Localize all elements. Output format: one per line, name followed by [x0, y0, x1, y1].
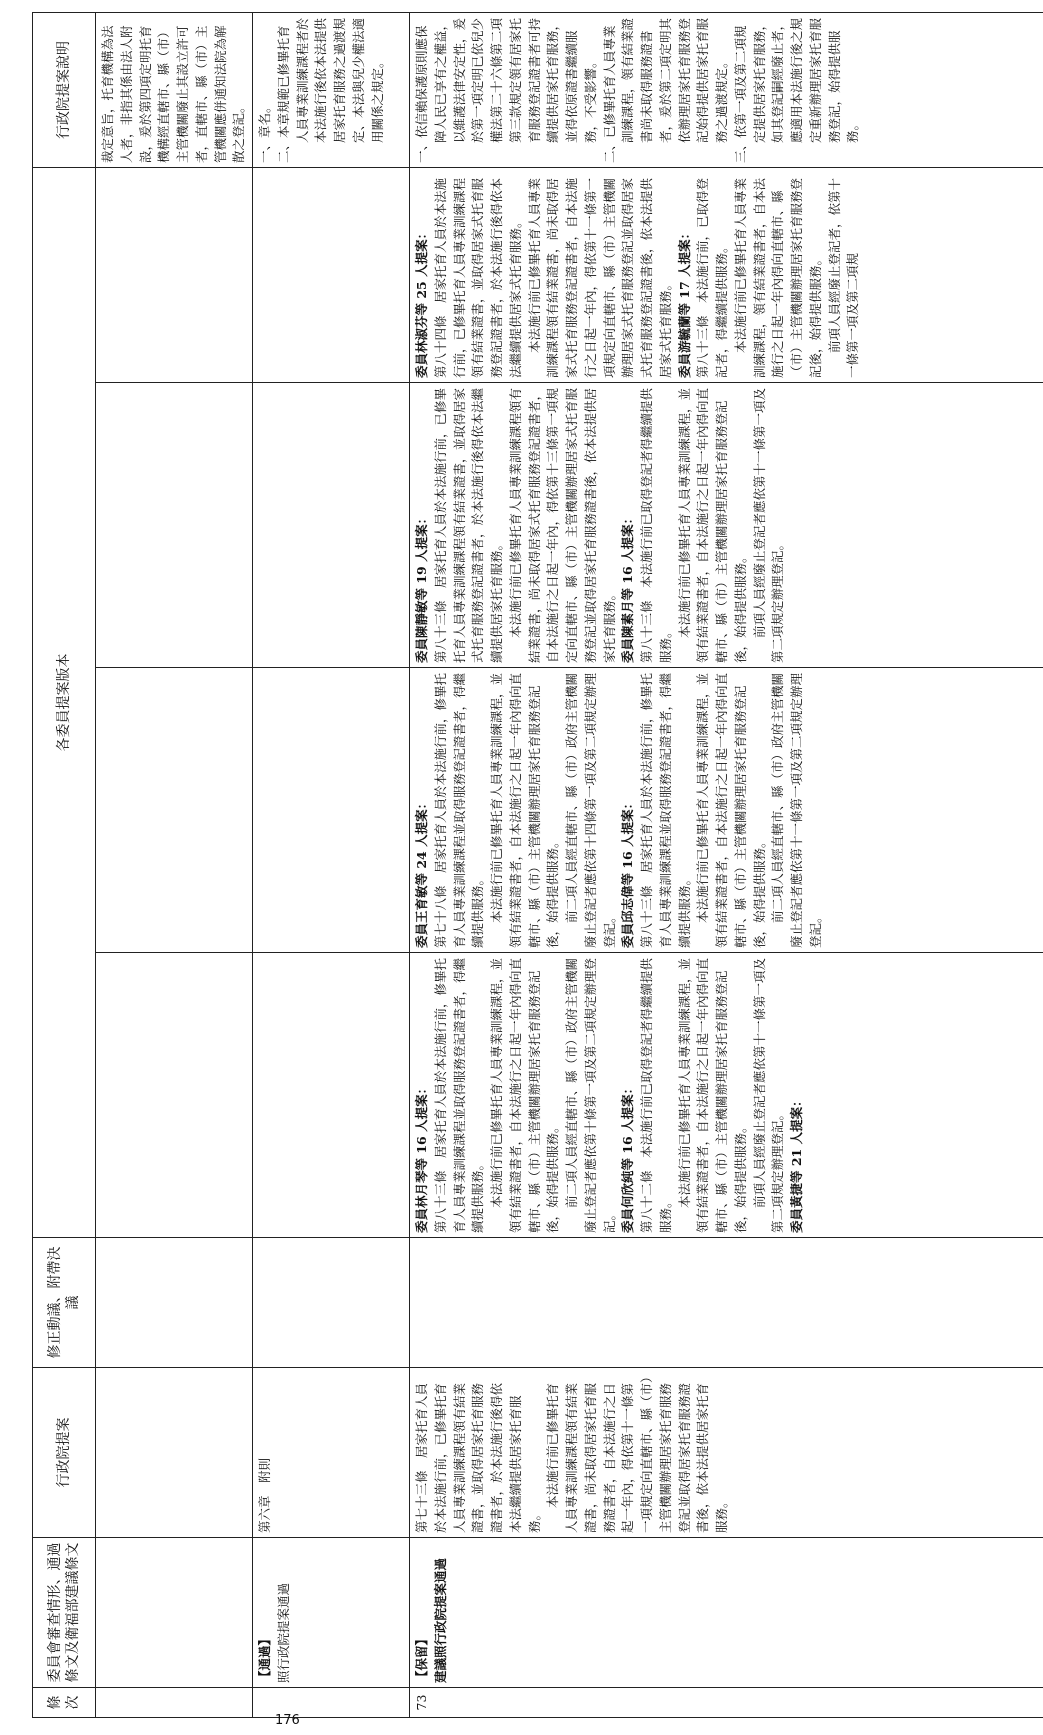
row3-no: 73 — [410, 1688, 1043, 1718]
row3-explain-item: 二、已修畢托育人員專業訓練課程，領有結業證書尚未取得服務證書者，爰於第二項定明其依辦理居家托育服務登記始得提供居家托育服務之過渡規定。 — [601, 17, 729, 163]
member-proposal-line: 本法施行前已修畢托育人員專業訓練課程，領有結業證書者，自本法施行之日起一年內得向直轄市、縣（市）主管機關辦理居家托育服務登記後，始得提供服務。 — [732, 177, 823, 378]
cell-empty — [253, 168, 410, 383]
row3-explain-item: 一、依信賴保護原則應保障人民已享有之權益，以維護法律安定性，爰於第一項定明已依兒少權法第二十六條第二項第三款規定領有居家托育服務登記證書者可持續提供居家托育服務，並得依原證書繼續服務，不受影響。 — [414, 17, 598, 163]
cell-empty — [253, 953, 410, 1238]
member-proposal-line: 前項人員經廢止登記者應依第十一條第一項及第二項規定辦理登記。 — [751, 957, 786, 1233]
member-proposal-line: 第八十三條 本法施行前，已取得登記者，得繼續提供服務。 — [695, 177, 729, 378]
cell-empty — [96, 1368, 253, 1538]
cell-empty — [253, 668, 410, 953]
row2-committee-tag: 【通過】 — [257, 1632, 272, 1683]
member-proposal-line: 第八十三條 居家托育人員於本法施行前，修畢托育人員專業訓練課程並取得服務登記證書者，得繼續提供服務。 — [639, 672, 692, 948]
cell-empty — [253, 1238, 410, 1368]
row3-exec-para: 本法施行前已修畢托育人員專業訓練課程領有結業證書，尚未取得居家托育服務證書者，自本法施行之日起一年內，得依第十一條第一項規定向直轄市、縣（市）主管機關辦理居家托育服務登記並取得居家托育服務證書後，依本法提供居家托育服務。 — [545, 1376, 729, 1533]
rotated-table-wrapper — [32, 13, 1042, 1718]
member-proposal-line: 本法施行前已修畢托育人員專業訓練課程，並領有結業證書者，自本法施行之日起一年內得向直轄市、縣（市）主管機關辦理居家托育服務登記後，始得提供服務。 — [676, 387, 748, 663]
member-proposal-title: 委員林月琴等 16 人提案： — [414, 1081, 429, 1233]
cell-empty — [96, 383, 253, 668]
member-proposal-line: 本法施行前已修畢托育人員專業訓練課程領有結業證書，尚未取得居家式托育服務登記證書者，自本法施行之日起一年內，得依第十三條第一項規定向直轄市、縣（市）主管機關辦理居家式托育服務登記並取得居家托育服務證書後，依本法提供居家托育服務。 — [507, 387, 617, 663]
row2-exec — [253, 1368, 410, 1538]
member-proposal-title: 委員林淑芬等 25 人提案： — [414, 226, 429, 378]
member-proposal-title: 委員陳靜敏等 19 人提案： — [414, 511, 429, 663]
table-row — [96, 13, 253, 1718]
row3-committee-tag: 【保留】 — [414, 1632, 429, 1683]
member-proposal-line: 本法施行前已修畢托育人員專業訓練課程，並領有結業證書者，自本法施行之日起一年內得向直轄市、縣（市）主管機關辦理居家托育服務登記後，始得提供服務。 — [676, 957, 748, 1233]
member-proposal-title: 委員邱志偉等 16 人提案： — [620, 796, 636, 948]
row2-committee-text: 照行政院提案通過 — [275, 1582, 291, 1683]
members-col-4 — [410, 168, 1043, 383]
member-proposal-line: 第八十二條 本法施行前已取得登記者得繼續提供服務。 — [639, 957, 673, 1233]
member-proposal-title: 委員陳素月等 16 人提案： — [620, 511, 636, 663]
row2-committee — [253, 1538, 410, 1688]
member-proposal-title: 委員黃捷等 21 人提案： — [789, 1094, 804, 1233]
header-explain: 行政院提案說明 — [33, 13, 96, 168]
page-number: 176 — [275, 1713, 300, 1728]
cell-empty — [96, 668, 253, 953]
cell-empty — [96, 953, 253, 1238]
header-members: 各委員提案版本 — [33, 168, 96, 1238]
header-row — [33, 13, 96, 1718]
table-row — [410, 13, 1043, 1718]
member-proposal-line: 本法施行前已修畢托育人員專業訓練課程，並領有結業證書者，自本法施行之日起一年內得向直轄市、縣（市）主管機關辦理居家托育服務登記後，始得提供服務。 — [695, 672, 767, 948]
member-proposal-line: 前二項人員經直轄市、縣（市）政府主管機關廢止登記者應依第十條第一項及第二項規定辦理登記。 — [564, 957, 617, 1233]
comparison-table — [32, 12, 1043, 1718]
header-amend: 修正動議、附帶決議 — [33, 1238, 96, 1368]
members-col-1 — [410, 953, 1043, 1238]
members-col-3 — [410, 383, 1043, 668]
member-proposal-line: 本法施行前已修畢托育人員專業訓練課程，並領有結業證書者，自本法施行之日起一年內得向直轄市、縣（市）主管機關辦理居家托育服務登記後，始得提供服務。 — [489, 957, 561, 1233]
cell-empty — [410, 1238, 1043, 1368]
member-proposal-line: 前二項人員經直轄市、縣（市）政府主管機關廢止登記者應依第十四條第一項及第二項規定辦理登記。 — [564, 672, 617, 948]
table-row — [253, 13, 410, 1718]
row2-explain-item: 二、本章規範已修畢托育人員專業訓練課程者於本法施行後依本法提供居家托育服務之過渡規定、本法與兒少權法適用關係之規定。 — [275, 17, 385, 163]
member-proposal-line: 本法施行前已修畢托育人員專業訓練課程，並領有結業證書者，自本法施行之日起一年內得向直轄市、縣（市）主管機關辦理居家托育服務登記後，始得提供服務。 — [489, 672, 561, 948]
cell-empty — [96, 1238, 253, 1368]
row3-exec-para: 第七十三條 居家托育人員於本法施行前，已修畢托育人員專業訓練課程領有結業證書，並取得居家托育服務證書者，於本法施行後得依本法繼續提供居家托育服務。 — [414, 1382, 542, 1533]
header-exec: 行政院提案 — [33, 1368, 96, 1538]
cell-empty — [96, 168, 253, 383]
member-proposal-line: 第八十三條 本法施行前已取得登記者得繼續提供服務。 — [639, 387, 673, 663]
row3-committee-text: 建議照行政院提案通過 — [432, 1557, 448, 1683]
row3-explain-item: 三、依第一項及第二項規定提供居家托育服務，如其登記嗣經廢止者，應適用本法施行後之規定重新辦理居家托育服務登記，始得提供服務。 — [732, 17, 861, 163]
member-proposal-line: 第八十三條 居家托育人員於本法施行前，已修畢托育人員專業訓練課程領有結業證書，並取得居家式托育服務登記證書者，於本法施行後得依本法繼續提供居家托育服務。 — [432, 387, 504, 663]
row1-explain-text: 裁定意旨，托育機構為法人者，非指其係由法人附設，爰於第四項定明托育機構經直轄市、縣（市）主管機關廢止其設立許可者，直轄市、縣（市）主管機關應併通知法院為解散之登記。 — [100, 25, 247, 163]
member-proposal-line: 第八十四條 居家托育人員於本法施行前，已修畢托育人員專業訓練課程領有結業證書，並取得居家式托育服務登記證書者，於本法施行後得依本法繼續提供居家式托育服務。 — [432, 177, 523, 378]
row3-exec — [410, 1368, 1043, 1538]
member-proposal-line: 本法施行前已修畢托育人員專業訓練課程領有結業證書，尚未取得居家式托育服務登記證書者，自本法施行之日起一年內，得依第十一條第一項規定向直轄市、縣（市）主管機關辦理居家式托育服務登記並取得居家式托育服務登記證書後，依本法提供居家式托育服務。 — [526, 177, 673, 378]
member-proposal-line: 前二項人員經直轄市、縣（市）政府主管機關廢止登記者應依第十一條第一項及第二項規定辦理登記。 — [770, 672, 823, 948]
member-proposal-line: 前項人員經廢止登記者，依第十一條第一項及第二項規 — [826, 177, 861, 378]
row1-explain — [96, 13, 253, 168]
member-proposal-line: 前項人員經廢止登記者應依第十一條第一項及第二項規定辦理登記。 — [751, 387, 786, 663]
header-no: 條次 — [33, 1688, 96, 1718]
member-proposal-title: 委員游毓蘭等 17 人提案： — [676, 226, 692, 378]
row2-explain — [253, 13, 410, 168]
member-proposal-line: 第八十三條 居家托育人員於本法施行前，修畢托育人員專業訓練課程並取得服務登記證書者，得繼續提供服務。 — [432, 957, 486, 1233]
members-col-2 — [410, 668, 1043, 953]
member-proposal-title: 委員王育敏等 24 人提案： — [414, 796, 429, 948]
row2-explain-item: 一、章名。 — [257, 100, 272, 163]
member-proposal-title: 委員何欣純等 16 人提案： — [620, 1081, 636, 1233]
cell-empty — [96, 1688, 253, 1718]
header-committee: 委員會審查情形、通過條文及衛福部建議條文 — [33, 1538, 96, 1688]
row3-committee — [410, 1538, 1043, 1688]
cell-empty — [253, 383, 410, 668]
row2-exec-text: 第六章 附則 — [257, 1457, 272, 1533]
cell-empty — [96, 1538, 253, 1688]
row3-explain — [410, 13, 1043, 168]
member-proposal-line: 第七十八條 居家托育人員於本法施行前，修畢托育人員專業訓練課程並取得服務登記證書者，得繼續提供服務。 — [432, 672, 486, 948]
